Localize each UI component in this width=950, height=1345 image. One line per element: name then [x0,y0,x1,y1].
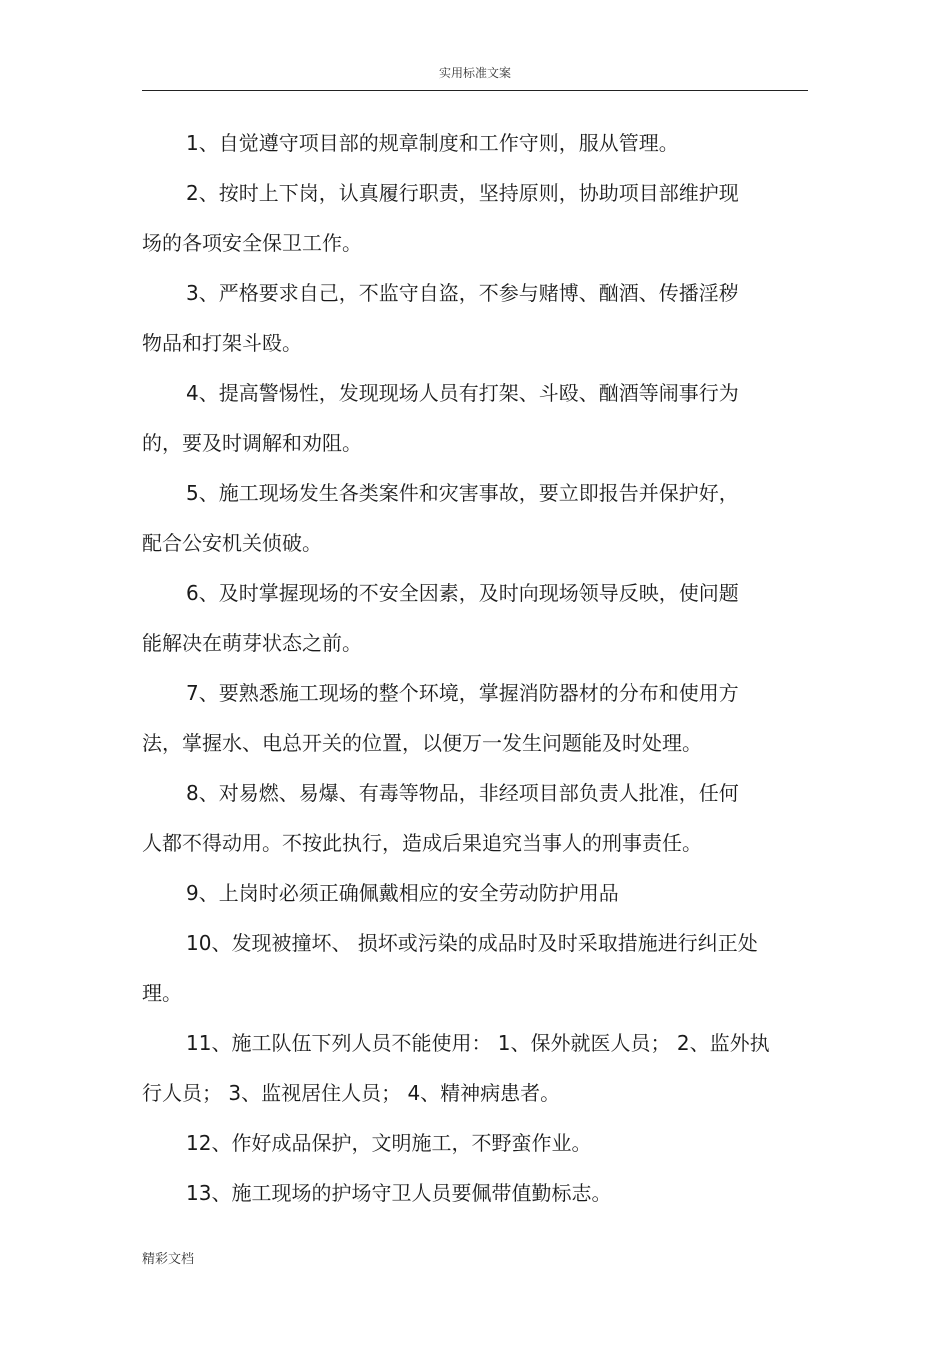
paragraph-8 [142,768,808,868]
paragraph-line: 11、施工队伍下列人员不能使用： 1、保外就医人员； 2、监外执 [186,1031,770,1055]
paragraph-13 [142,1168,808,1218]
paragraph-line: 3、严格要求自己，不监守自盗，不参与赌博、酗酒、传播淫秽 [186,281,739,305]
paragraph-7 [142,668,808,768]
paragraph-line: 4、提高警惕性，发现现场人员有打架、斗殴、酗酒等闹事行为 [186,381,739,405]
paragraph-9 [142,868,808,918]
paragraph-line: 7、要熟悉施工现场的整个环境，掌握消防器材的分布和使用方 [186,681,739,705]
paragraph-line: 人都不得动用。不按此执行，造成后果追究当事人的刑事责任。 [142,831,702,855]
paragraph-line: 理。 [142,981,182,1005]
paragraph-12 [142,1118,808,1168]
paragraph-line: 6、及时掌握现场的不安全因素，及时向现场领导反映，使问题 [186,581,739,605]
paragraph-line: 5、施工现场发生各类案件和灾害事故，要立即报告并保护好， [186,481,739,505]
paragraph-6 [142,568,808,668]
header-divider [142,90,808,91]
paragraph-line: 12、作好成品保护，文明施工，不野蛮作业。 [186,1131,592,1155]
paragraph-5 [142,468,808,568]
paragraph-line: 2、按时上下岗，认真履行职责，坚持原则，协助项目部维护现 [186,181,739,205]
paragraph-line: 8、对易燃、易爆、有毒等物品，非经项目部负责人批准，任何 [186,781,739,805]
paragraph-line: 10、发现被撞坏、 损坏或污染的成品时及时采取措施进行纠正处 [186,931,758,955]
paragraph-line: 物品和打架斗殴。 [142,331,302,355]
paragraph-line: 行人员； 3、监视居住人员； 4、精神病患者。 [142,1081,561,1105]
paragraph-3 [142,268,808,368]
page-header: 实用标准文案 [438,66,511,80]
paragraph-line: 能解决在萌芽状态之前。 [142,631,362,655]
page-footer: 精彩文档 [142,1252,195,1267]
paragraph-line: 配合公安机关侦破。 [142,531,322,555]
document-body [142,118,808,1218]
paragraph-line: 法，掌握水、电总开关的位置，以便万一发生问题能及时处理。 [142,731,702,755]
paragraph-2 [142,168,808,268]
paragraph-1 [142,118,808,168]
paragraph-line: 9、上岗时必须正确佩戴相应的安全劳动防护用品 [186,881,619,905]
paragraph-line: 13、施工现场的护场守卫人员要佩带值勤标志。 [186,1181,612,1205]
paragraph-line: 1、自觉遵守项目部的规章制度和工作守则，服从管理。 [186,131,679,155]
paragraph-4 [142,368,808,468]
paragraph-11 [142,1018,808,1118]
paragraph-10 [142,918,808,1018]
paragraph-line: 场的各项安全保卫工作。 [142,231,362,255]
paragraph-line: 的，要及时调解和劝阻。 [142,431,362,455]
